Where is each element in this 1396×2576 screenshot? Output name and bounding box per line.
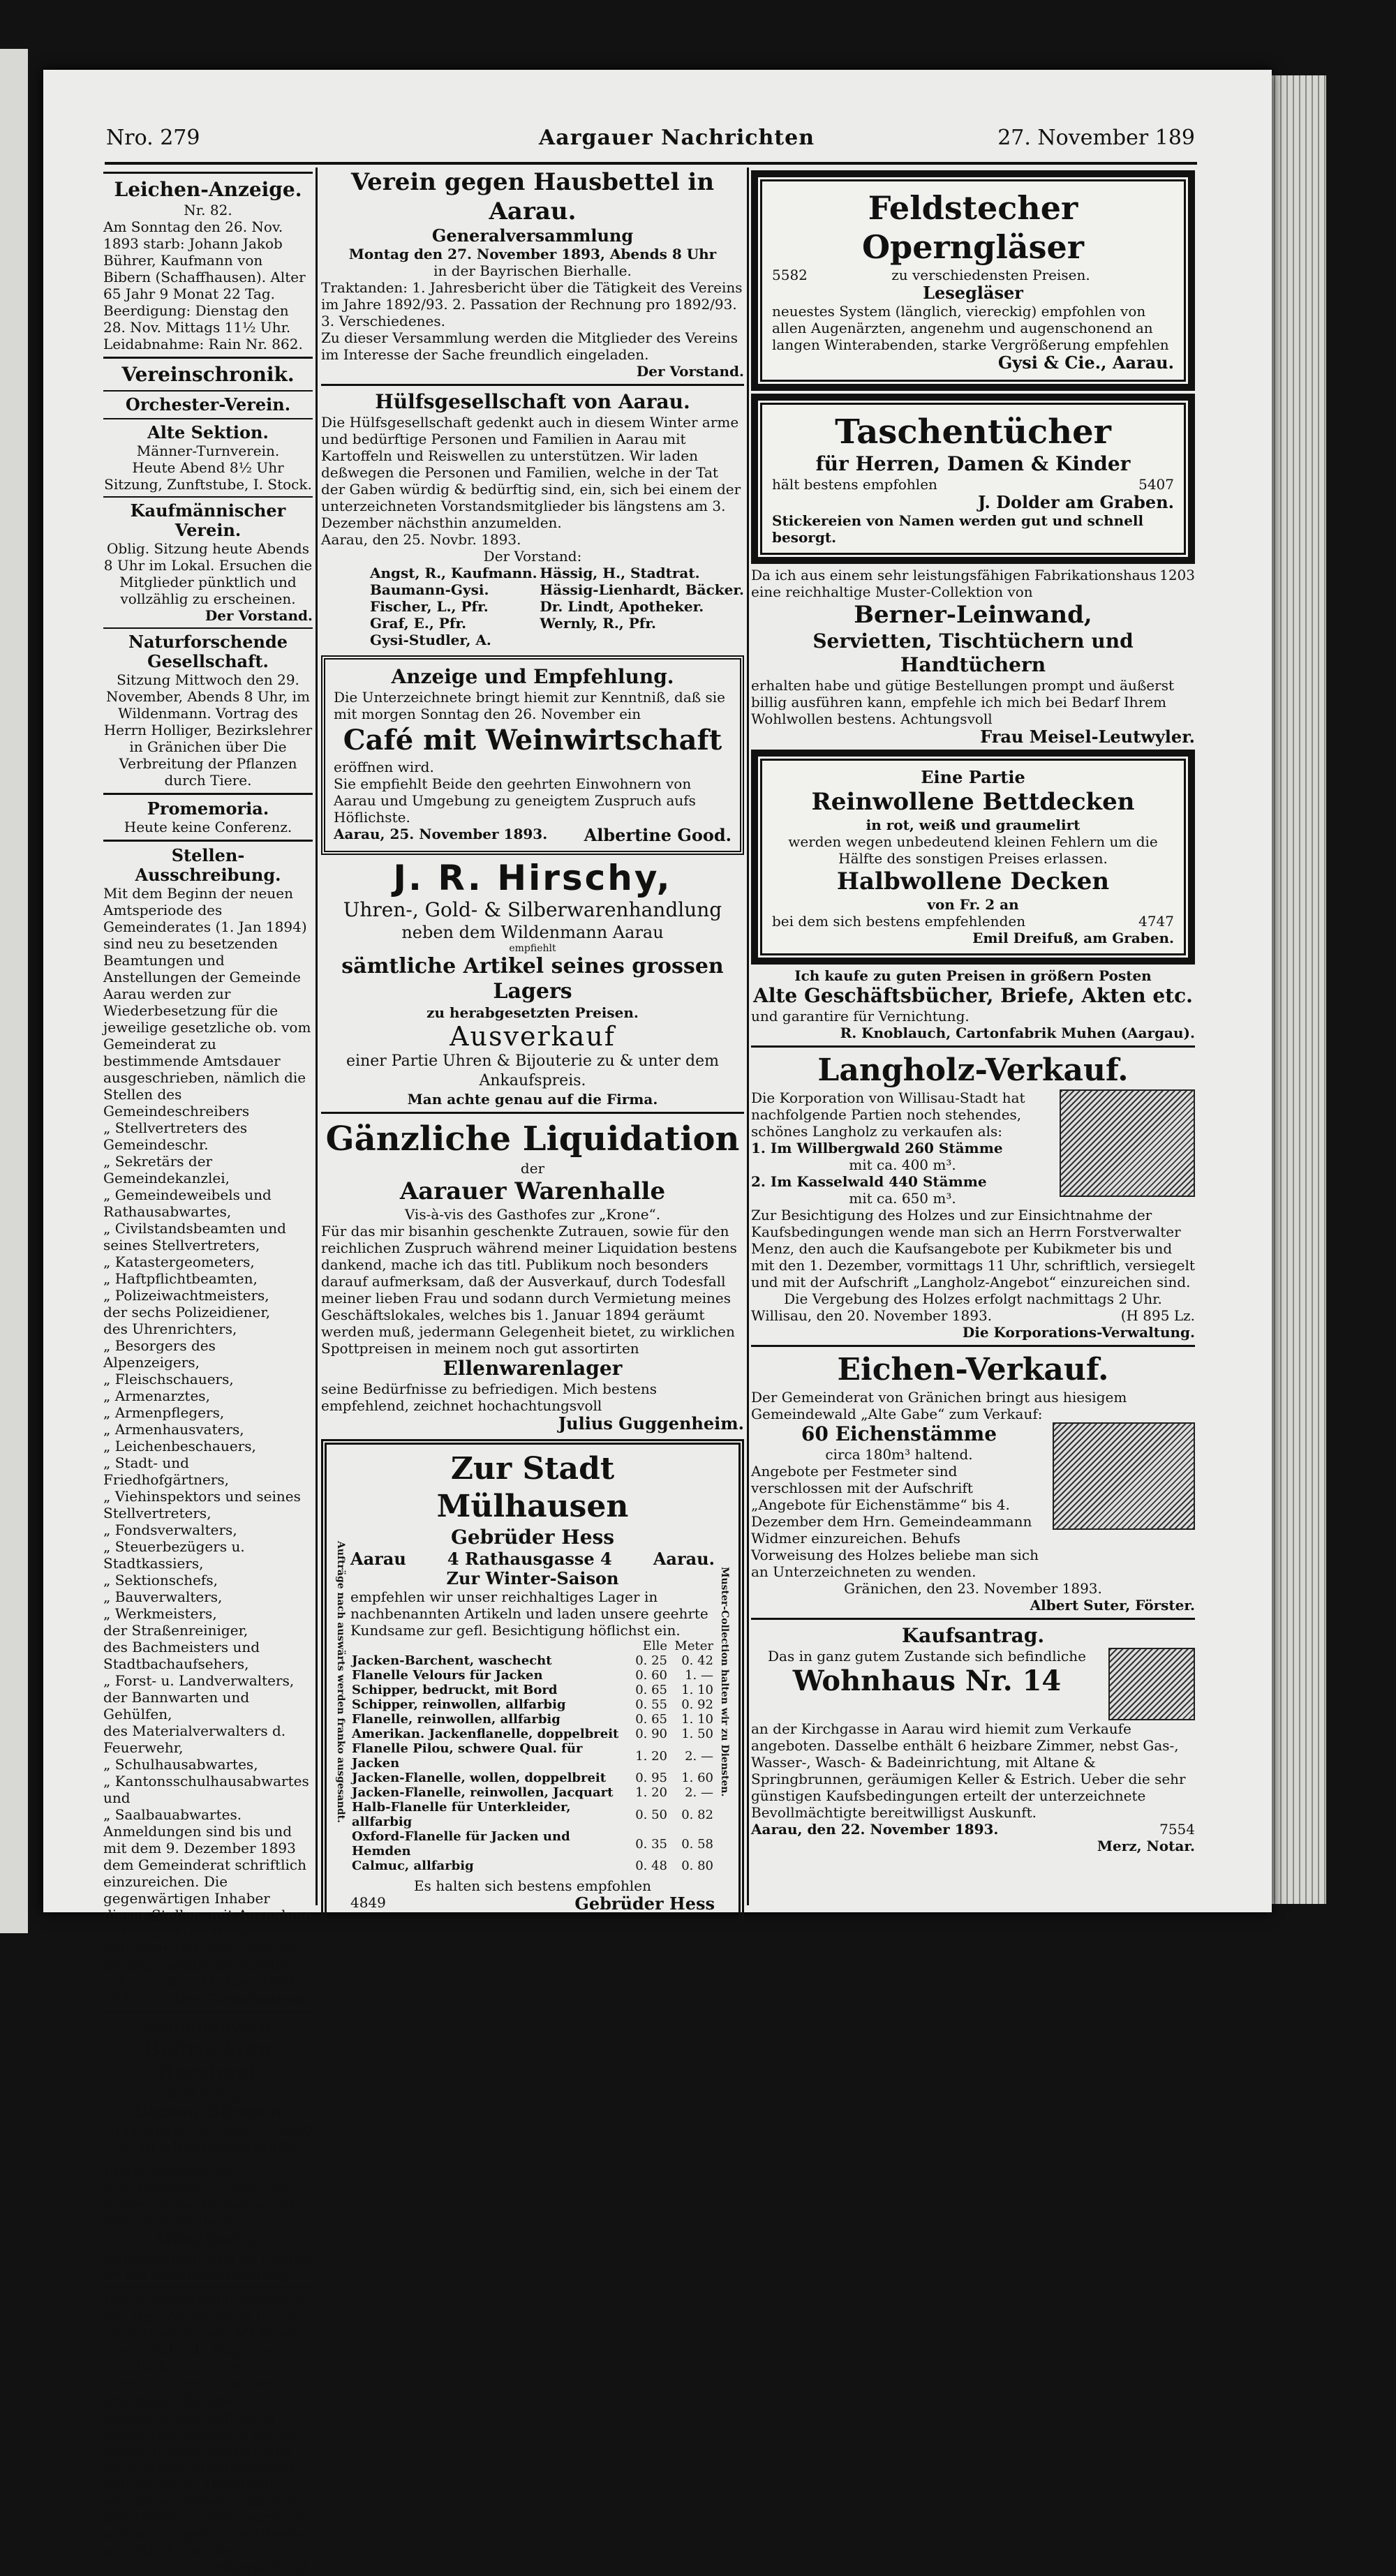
huelfs-title: Hülfsgesellschaft von Aarau. [375,390,690,413]
price-row [350,1697,715,1712]
bettdecken-num: 4747 [1138,913,1174,930]
price-elle: 0. 90 [635,1727,667,1741]
price-row [350,1829,715,1859]
bettdecken-t3: in rot, weiß und graumelirt [866,817,1081,833]
hirschy-l6: Ausverkauf [450,1021,616,1052]
barchent-title: Bedruckten Barchent [144,2037,272,2084]
feldstecher-num: 5582 [772,267,808,283]
price-meter: 0. 58 [681,1836,713,1852]
orchester-title: Orchester-Verein. [125,394,291,415]
price-row [350,1712,715,1727]
langholz-title: Langholz-Verkauf. [817,1052,1129,1088]
rule [103,2158,313,2159]
rule [103,390,313,392]
muelhausen-foot: Es halten sich bestens empfohlen [414,1877,651,1894]
cafe-date: Aarau, 25. November 1893. [334,826,548,842]
cafe-name: Café mit Weinwirtschaft [343,724,722,757]
langholz-sign: Die Korporations-Verwaltung. [962,1324,1195,1341]
langholz-code: (H 895 Lz. [1120,1307,1195,1324]
tuecher-num: 5407 [1138,476,1174,493]
col-meter: Meter [674,1639,713,1653]
berner-sign: Frau Meisel-Leutwyler. [980,727,1195,747]
addr-left: Aarau [350,1549,406,1569]
muelhausen-title: Zur Stadt Mülhausen [436,1451,629,1524]
price-row [350,1859,715,1873]
muelhausen-season: Zur Winter-Saison [446,1568,619,1588]
buecher-body: und garantire für Vernichtung. [751,1008,970,1025]
bettdecken-firm: Emil Dreifuß, am Graben. [972,930,1174,946]
price-row [350,1668,715,1683]
hirschy-l1: Uhren-, Gold- & Silberwarenhandlung [343,898,722,921]
turnverein-body: Heute Abend 8½ Uhr Sitzung, Zunftstube, I. Stock. [104,459,312,493]
schoenenwerd-prices: zu billigsten Preisen. [103,2121,252,2138]
feldstecher-title: Feldstecher Operngläser [861,189,1085,266]
price-meter: 2. — [685,1748,713,1764]
issue-date: 27. November 189 [997,126,1195,150]
berner-sub: Servietten, Tischtüchern und Handtüchern [812,630,1134,676]
price-elle: 1. 20 [635,1785,667,1800]
vorstand-name: Hässig, H., Stadtrat. [540,565,700,581]
eichen-title: Eichen-Verkauf. [837,1352,1109,1387]
article-name: Calmuc, allfarbig [352,1859,474,1873]
muelhausen-sign: Gebrüder Hess [574,1893,715,1914]
langholz-date: Willisau, den 20. November 1893. [751,1307,993,1324]
feldstecher-firm: Gysi & Cie., Aarau. [997,352,1174,373]
rule [103,357,313,359]
stellen-item: „ Werkmeisters, [103,1605,217,1622]
rule [103,840,313,842]
huelfs-date: Aarau, den 25. Novbr. 1893. [321,531,521,548]
vorstand-name: Fischer, L., Pfr. [370,598,489,615]
stellen-item: „ Sekretärs der Gemeindekanzlei, [103,1153,230,1186]
stellen-item: „ Saalbauabwartes. [103,1806,242,1823]
price-row [350,1771,715,1785]
price-meter: 0. 42 [681,1653,713,1668]
price-elle: 0. 35 [635,1836,667,1852]
price-elle: 1. 20 [635,1748,667,1764]
stellen-item: „ Besorgers des Alpenzeigers, [103,1337,216,1371]
langholz-body2: Zur Besichtigung des Holzes und zur Einsichtnahme der Kaufsbedingungen wende man sich an Herrn Forstverwalter Menz, den auch die Kaufsangebote per Kubikmeter bis und mit den 1. Dezember, vormittags 11 Uhr, schriftlich, versiegelt und mit der Aufschrift „Langholz-Angebot“ einzureichen sind. [751,1207,1195,1290]
stellen-item: der Bannwarten und Gehülfen, [103,1689,250,1722]
liquidation-foot: seine Bedürfnisse zu befriedigen. Mich bestens empfehlend, zeichnet hochachtungsvoll [321,1380,658,1414]
foresters-illustration [1053,1422,1195,1530]
rule [103,496,313,498]
schoenenwerd-firm: A. Brodmann-Stampfli. [118,2138,298,2154]
eichen-sign: Albert Suter, Förster. [1030,1597,1195,1614]
newspaper-title: Aargauer Nachrichten [539,126,815,150]
article-name: Amerikan. Jackenflanelle, doppelbreit [352,1727,619,1741]
stellen-list [103,1119,313,1823]
stellen-item: „ Armenhausvaters, [103,1421,244,1438]
article-name: Halb-Flanelle für Unterkleider, allfarbig [352,1800,571,1829]
stellen-item: „ Stadt- und Friedhofgärtners, [103,1454,230,1488]
muelhausen-body: empfehlen wir unser reichhaltiges Lager in nachbenannten Artikeln und laden unsere geehrte Kundsame zur gefl. Besichtigung höflichst ein. [350,1588,708,1639]
bettdecken-body: werden wegen unbedeutend kleinen Fehlern um die Hälfte des sonstigen Preises erlassen. [788,833,1158,867]
price-row [350,1727,715,1741]
stellen-item: „ Katastergeometers, [103,1253,255,1270]
muelhausen-side-right: Muster-Collection halten wir zu Diensten. [719,1567,730,1797]
hirschy-l5: zu herabgesetzten Preisen. [426,1004,639,1021]
stellen-foot: Anmeldungen sind bis und mit dem 9. Dezember 1893 dem Gemeinderat schriftlich einzureichen. Die gegenwärtigen Inhaber dieser Stellen, mit Ausnahme derjenigen der Bannwarte und ihrer Gehülfen, werden als angemeldet betrachtet. [103,1823,312,1974]
eichen-vol: circa 180m³ haltend. [825,1446,973,1463]
stellen-item: „ Schulhausabwartes, [103,1756,258,1773]
hirschy-l7: einer Partie Uhren & Bijouterie zu & unter dem Ankaufspreis. [346,1052,719,1089]
tuecher-rec: hält bestens empfohlen [772,476,937,493]
kaufm-sign: Der Vorstand. [205,607,313,624]
huelfs-names [321,565,744,648]
rule [751,1345,1195,1347]
house-illustration [1108,1648,1195,1720]
price-elle: 0. 65 [635,1712,667,1727]
vorstand-name: Gysi-Studler, A. [370,632,491,648]
article-name: Schipper, reinwollen, allfarbig [352,1697,566,1712]
rule [321,1112,744,1114]
vorstand-name: Angst, R., Kaufmann. [370,565,537,581]
article-name: Flanelle Pilou, schwere Qual. für Jacken [352,1741,583,1771]
cafe-body: Die Unterzeichnete bringt hiemit zur Kenntniß, daß sie mit morgen Sonntag den 26. November ein [334,689,725,722]
bettdecken-ad [751,750,1195,965]
cafe-title: Anzeige und Empfehlung. [391,665,674,688]
hirschy-l3: empfiehlt [509,943,556,954]
huelfs-body: Die Hülfsgesellschaft gedenkt auch in diesem Winter arme und bedürftige Personen und Familien in Aarau mit Kartoffeln und Reiswellen zu unterstützen. Wir laden deßwegen die Personen und Familien, welche in der Tat der Gaben würdig & bedürftig sind, ein, sich bei einem der unterzeichneten Vorstandsmitglieder bis längstens am 3. Dezember nächsthin anzumelden. [321,414,741,531]
stellen-item: „ Civilstandsbeamten und seines Stellvertreters, [103,1220,286,1253]
stellen-item: „ Viehinspektors und seines Stellvertreters, [103,1488,301,1521]
price-meter: 0. 82 [681,1807,713,1822]
stellen-item: „ Polizeiwachtmeisters, [103,1287,269,1304]
hausbettel-traktanden: Traktanden: 1. Jahresbericht über die Tätigkeit des Vereins im Jahre 1892/93. 2. Passation der Rechnung pro 1892/93. 3. Verschiedenes. [321,279,743,329]
rule [751,1045,1195,1048]
vorstand-name: Graf, E., Pfr. [370,615,467,632]
issue-number: Nro. 279 [106,126,200,150]
muelhausen-num: 4849 [350,1894,386,1911]
stellen-body: Mit dem Beginn der neuen Amtsperiode des Gemeinderates (1. Jan 1894) sind neu zu besetzenden Beamtungen und Anstellungen der Gemeinde Aarau werden zur Wiederbesetzung für die jeweilige gesetzliche ob. vom Gemeinderat zu bestimmende Amtsdauer ausgeschrieben, nämlich die Stellen des Gemeindeschreibers [103,885,311,1119]
price-meter: 1. 10 [681,1712,713,1727]
blousen-title: Damen-Blousen [133,2101,283,2121]
turnverein-title: Männer-Turnverein. [136,442,280,459]
schoenenwerd-num: 5630 [277,2121,313,2138]
price-elle: 0. 60 [635,1668,667,1683]
price-row [350,1683,715,1697]
stellen-item: der Straßenreiniger, [103,1622,248,1639]
price-row [350,1785,715,1800]
price-meter: 1. 10 [681,1683,713,1697]
rule [103,627,313,629]
eichen-body: Der Gemeinderat von Gränichen bringt aus hiesigem Gemeindewald „Alte Gabe“ zum Verkauf: [751,1389,1127,1422]
stellen-item: der sechs Polizeidiener, [103,1304,271,1320]
stellen-num: 5640 [103,1990,139,2007]
bettdecken-t5: von Fr. 2 an [927,896,1019,913]
stellen-item: „ Fondsverwalters, [103,1521,237,1538]
stellen-item: „ Stellvertreters des Gemeindeschr. [103,1119,248,1153]
col-elle: Elle [642,1639,667,1653]
vorstand-name: Wernly, R., Pfr. [540,615,657,632]
stellen-sign: Der Gemeinderat. [173,1990,313,2007]
column-1 [103,167,313,2576]
stellen-item: „ Leichenbeschauers, [103,1438,256,1454]
stellen-item: „ Forst- u. Landverwalters, [103,1672,295,1689]
article-name: Flanelle Velours für Jacken [352,1668,543,1683]
tuecher-title: Taschentücher [835,412,1111,452]
kaufsantrag-house: Wohnhaus Nr. 14 [792,1665,1062,1697]
bettdecken-t1: Eine Partie [921,767,1025,787]
price-elle: 0. 25 [635,1653,667,1668]
tuecher-ad [751,394,1195,564]
leichen-body: Am Sonntag den 26. Nov. 1893 starb: Johann Jakob Bührer, Kaufmann von Bibern (Schaffhausen). Alter 65 Jahr 9 Monat 22 Tag. Beerdigung: Dienstag den 28. Nov. Mittags 11½ Uhr. Leidabnahme: Rain Nr. 862. [103,218,306,352]
price-meter: 1. 50 [681,1727,713,1741]
waescherin-foot: Anmeldungen sind zu richten an die Anstaltsverwaltung. [103,2249,312,2283]
eichen-date: Gränichen, den 23. November 1893. [844,1580,1102,1597]
price-elle: 0. 65 [635,1683,667,1697]
stellen-item: „ Armenarztes, [103,1387,210,1404]
price-row [350,1741,715,1771]
price-elle: 0. 48 [635,1859,667,1873]
rule [103,793,313,795]
cafe-sign: Albertine Good. [584,825,732,845]
liquidation-body: Für das mir bisanhin geschenkte Zutrauen, sowie für den reichlichen Zuspruch während meiner Liquidation bestens dankend, mache ich das titl. Publikum noch besonders darauf aufmerksam, daß der Ausverkauf, durch Todesfall meiner lieben Frau und sodann durch Vermietung meines Geschäftslokales, welches bis 1. Januar 1894 geräumt werden muß, jedermann Gelegenheit bietet, zu wirklichen Spottpreisen in meinem noch gut assortirten [321,1223,737,1357]
cafe-body2: Sie empfiehlt Beide den geehrten Einwohnern von Aarau und Umgebung zu geneigtem Zuspruch aufs Höflichste. [334,775,696,826]
rule [103,2286,313,2288]
price-table [350,1639,715,1873]
langholz-body3: Die Vergebung des Holzes erfolgt nachmittags 2 Uhr. [784,1290,1162,1307]
cafe-ad [321,655,744,855]
hirschy-l8: Man achte genau auf die Firma. [407,1091,658,1108]
hirschy-l2: neben dem Wildenmann Aarau [401,923,664,942]
stellen-item: „ Gemeindeweibels und Rathausabwartes, [103,1186,272,1220]
muelhausen-firm: Gebrüder Hess [450,1526,615,1549]
berner-intro: Da ich aus einem sehr leistungsfähigen Fabrikationshaus eine reichhaltige Muster-Collektion von [751,567,1157,600]
page-header [106,126,1195,156]
kaufsantrag-sign: Merz, Notar. [1097,1838,1195,1854]
kaufsantrag-title: Kaufsantrag. [901,1624,1045,1647]
stellen-item: „ Fleischschauers, [103,1371,234,1387]
berner-body: erhalten habe und gütige Bestellungen prompt und äußerst billig ausführen kann, empfehle ich mich bei Bedarf Ihrem Wohlwollen bestens. Achtungsvoll [751,677,1174,727]
stellen-item: „ Haftpflichtbeamten, [103,1270,258,1287]
hausbettel-sub: Generalversammlung [431,225,634,246]
buecher-intro: Ich kaufe zu guten Preisen in größern Posten [794,967,1152,984]
price-elle: 0. 50 [635,1807,667,1822]
price-meter: 0. 80 [681,1859,713,1873]
muelhausen-ad [321,1439,744,1925]
liquidation-der: der [520,1160,545,1177]
berner-num: 1203 [1159,567,1195,583]
price-meter: 0. 92 [681,1697,713,1712]
liquidation-sign: Julius Guggenheim. [558,1413,744,1434]
rule [103,418,313,419]
column-rule-2 [747,167,749,1905]
natur-title: Naturforschende Gesellschaft. [128,632,288,671]
lese-title: Lesegläser [923,283,1023,303]
rule [103,172,313,174]
armen-body: Der Armenerziehungsverein des Bez. Aarau sucht für ein 18jähriges braves Mädchen einen Platz als Magd, wo es mit Rücksicht auf ein leichtes Gebrechen ziemlich und einige Stunden zu sitzender Beschäftigung käme. Das Mädchen hat als Magd in einer Anstalt eine gute Schule durchgemacht und ist willig. Hausfrauen, welche wünschen, daß sich das Mädchen ihnen vorstelle, wollen mir gefl. ihre Adresse schriftlich zuteilen. [103,2291,312,2559]
left-page-edge [0,49,28,1933]
armen-sign: Pfarrer Graf. [212,2559,313,2576]
waescherin-body: In der Kantonalen Krankenanstalt findet eine brave, starke Person sofort dauernde Stelle als [103,2163,296,2230]
vorstand-name: Baumann-Gysi. [370,581,489,598]
hausbettel-title: Verein gegen Hausbettel in Aarau. [350,168,715,225]
buecher-firm: R. Knoblauch, Cartonfabrik Muhen (Aargau). [840,1025,1195,1041]
header-rule [105,162,1197,165]
stellen-item: des Materialverwalters d. Feuerwehr, [103,1722,286,1756]
sektion-title: Alte Sektion. [147,422,269,442]
stellen-item: „ Armenpflegers, [103,1404,225,1421]
langholz-i2b: mit ca. 650 m³. [849,1190,956,1207]
stellen-title: Stellen-Ausschreibung. [135,845,281,885]
promemoria-title: Promemoria. [147,798,269,819]
rule [103,2011,313,2013]
bettdecken-t4: Halbwollene Decken [836,868,1110,895]
rule [751,1618,1195,1620]
eichen-body2: Angebote per Festmeter sind verschlossen mit der Aufschrift „Angebote für Eichenstämme“ bis 4. Dezember dem Hrn. Gemeindeammann Widmer einzureichen. Behufs Vorweisung des Holzes beliebe man sich an Unterzeichneten zu wenden. [751,1463,1039,1580]
liquidation-name: Aarauer Warenhalle [399,1177,666,1205]
leichen-title: Leichen-Anzeige. [114,178,302,201]
feldstecher-sub: zu verschiedensten Preisen. [891,267,1090,283]
vereinschronik-title: Vereinschronik. [121,363,295,386]
langholz-i1b: mit ca. 400 m³. [849,1156,956,1173]
stellen-date: Aarau, den 24. Nov. 1893. [116,1974,300,1990]
price-meter: 1. 60 [681,1771,713,1785]
kaufm-body: Oblig. Sitzung heute Abends 8 Uhr im Lokal. Ersuchen die Mitglieder pünktlich und vollzählig zu erscheinen. [103,540,313,607]
price-meter: 1. — [685,1668,713,1683]
article-name: Oxford-Flanelle für Jacken und Hemden [352,1829,570,1859]
promemoria-body: Heute keine Conferenz. [124,819,292,835]
feldstecher-body: neuestes System (länglich, viereckig) empfohlen von allen Augenärzten, angenehm und augenschonend an langen Winterabenden, starke Vergrößerung empfehlen [772,303,1169,353]
hirschy-name: J. R. Hirschy, [393,858,672,898]
names-left [321,565,537,648]
rule [321,384,744,386]
article-name: Schipper, bedruckt, mit Bord [352,1683,558,1697]
price-meter: 2. — [685,1785,713,1800]
article-name: Jacken-Flanelle, reinwollen, Jacquart [352,1785,614,1800]
liquidation-loc: Vis-à-vis des Gasthofes zur „Krone“. [404,1206,661,1223]
hausbettel-foot: Zu dieser Versammlung werden die Mitglieder des Vereins im Interesse der Sache freundlich eingeladen. [321,329,738,363]
muelhausen-side-left: Aufträge nach auswärts werden franko ausgesandt. [335,1541,346,1823]
schoenenwerd-title: Schönenwerd [144,2017,272,2037]
stellen-item: des Bachmeisters und Stadtbachaufsehers, [103,1639,260,1672]
column-3 [751,167,1195,1905]
tuecher-firm: J. Dolder am Graben. [977,492,1174,512]
kaufsantrag-body: an der Kirchgasse in Aarau wird hiemit zum Verkaufe angeboten. Dasselbe enthält 6 heizbare Zimmer, nebst Gas-, Wasser-, Wasch- & Badeinrichtung, mit Altane & Springbrunnen, geräumigen Keller & Estrich. Ueber die sehr günstigen Kaufsbedingungen erteilt der unterzeichnete Bevollmächtigte bereitwilligst Auskunft. [751,1720,1186,1821]
tuecher-foot: Stickereien von Namen werden gut und schnell besorgt. [772,512,1144,546]
article-name: Jacken-Barchent, waschecht [352,1653,552,1668]
kaufsantrag-intro: Das in ganz gutem Zustande sich befindliche [768,1648,1086,1665]
column-rule-1 [315,167,318,1905]
natur-body: Sitzung Mittwoch den 29. November, Abends 8 Uhr, im Wildenmann. Vortrag des Herrn Holliger, Bezirkslehrer in Gränichen über Die Verbreitung der Pflanzen durch Tiere. [103,671,313,789]
liquidation-lager: Ellenwarenlager [443,1357,623,1380]
addr-right: Aarau. [653,1549,715,1569]
vorstand-name: Dr. Lindt, Apotheker. [540,598,704,615]
hausbettel-where: in der Bayrischen Bierhalle. [433,262,632,279]
stellen-item: „ Sektionschefs, [103,1572,218,1588]
waescherin-title: Wäscherin. [156,2229,260,2249]
kaufm-title: Kaufmännischer Verein. [130,500,286,540]
bettdecken-rec: bei dem sich bestens empfehlenden [772,913,1026,930]
feldstecher-ad [751,170,1195,391]
kaufsantrag-date: Aarau, den 22. November 1893. [751,1821,999,1838]
lumber-illustration [1060,1089,1195,1197]
price-row [350,1653,715,1668]
stellen-item: des Uhrenrichters, [103,1320,237,1337]
stellen-item: „ Kantonsschulhausabwartes und [103,1773,309,1806]
berner-title: Berner-Leinwand, [854,601,1092,629]
hausbettel-sign: Der Vorstand. [636,363,744,380]
liquidation-title: Gänzliche Liquidation [325,1119,740,1159]
addr-center: 4 Rathausgasse 4 [447,1549,612,1569]
hausbettel-when: Montag den 27. November 1893, Abends 8 Uhr [348,246,717,262]
langholz-i1: 1. Im Willbergwald 260 Stämme [751,1140,1003,1156]
langholz-body: Die Korporation von Willisau-Stadt hat nachfolgende Partien noch stehendes, schönes Langholz zu verkaufen als: [751,1089,1025,1140]
schoenenwerd-and: und fertige [168,2085,248,2101]
vorstand-name: Hässig-Lienhardt, Bäcker. [540,581,744,598]
kaufsantrag-num: 7554 [1159,1821,1195,1838]
article-name: Jacken-Flanelle, wollen, doppelbreit [352,1771,607,1785]
cafe-open: eröffnen wird. [334,759,434,775]
hirschy-l4: sämtliche Artikel seines grossen Lagers [341,954,724,1004]
price-elle: 0. 55 [635,1697,667,1712]
stellen-item: „ Steuerbezügers u. Stadtkassiers, [103,1538,245,1572]
tuecher-sub: für Herren, Damen & Kinder [815,452,1131,475]
names-right [540,565,744,648]
price-elle: 0. 95 [635,1771,667,1785]
bettdecken-t2: Reinwollene Bettdecken [811,788,1135,816]
leichen-nr: Nr. 82. [184,202,232,218]
column-2 [321,167,744,1914]
huelfs-vorstand: Der Vorstand: [483,548,582,565]
stellen-item: „ Bauverwalters, [103,1588,223,1605]
price-row [350,1800,715,1829]
article-name: Flanelle, reinwollen, allfarbig [352,1712,560,1727]
buecher-title: Alte Geschäftsbücher, Briefe, Akten etc. [753,984,1193,1007]
eichen-big: 60 Eichenstämme [801,1422,997,1445]
langholz-i2: 2. Im Kasselwald 440 Stämme [751,1173,987,1190]
